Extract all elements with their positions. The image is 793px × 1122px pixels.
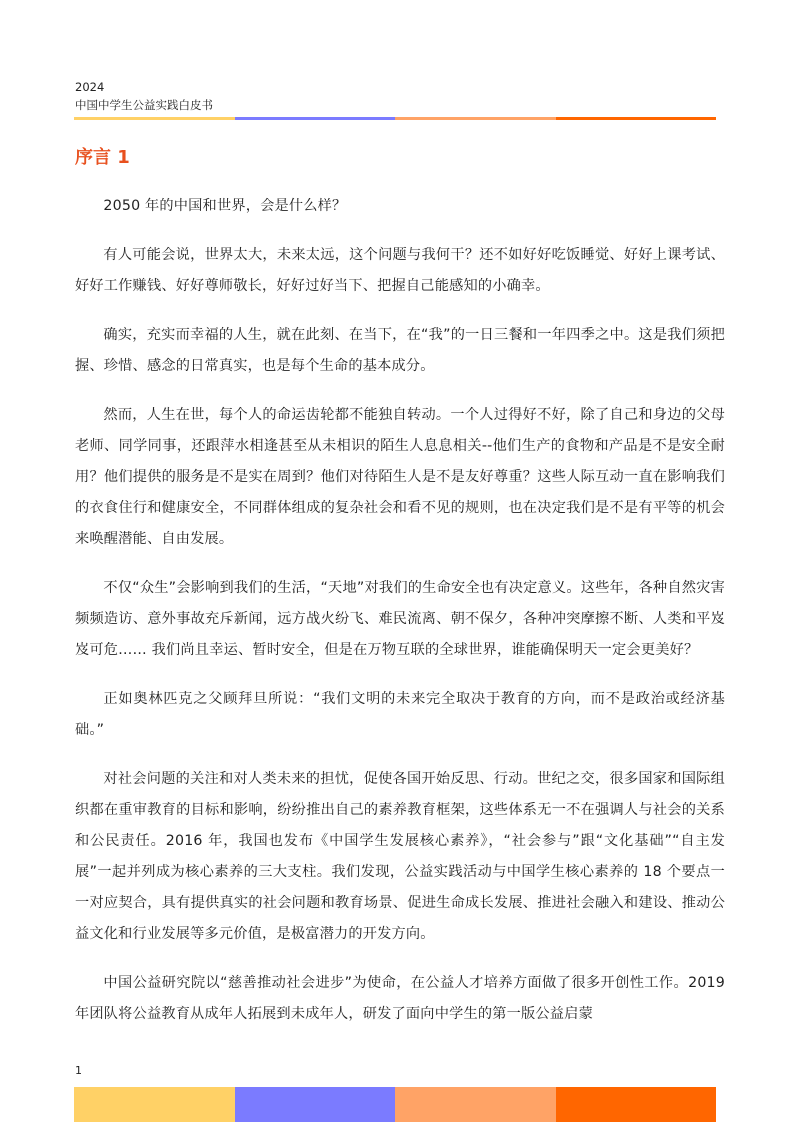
header-year: 2024 [75,80,105,94]
body-text [75,191,725,1048]
page-number: 1 [75,1064,82,1077]
section-heading: 序言 1 [75,147,130,168]
paragraph: 中国公益研究院以“慈善推动社会进步”为使命，在公益人才培养方面做了很多开创性工作。2019 年团队将公益教育从成年人拓展到未成年人，研发了面向中学生的第一版公益启蒙 [75,975,725,1022]
bar-segment-light-orange [395,1087,556,1122]
bar-segment-yellow [74,117,235,120]
paragraph: 确实，充实而幸福的人生，就在此刻、在当下，在“我”的一日三餐和一年四季之中。这是我们须把握、珍惜、感念的日常真实，也是每个生命的基本成分。 [75,327,725,374]
header-title: 中国中学生公益实践白皮书 [75,98,213,112]
bar-segment-light-orange [395,117,556,120]
paragraph: 有人可能会说，世界太大，未来太远，这个问题与我何干？还不如好好吃饭睡觉、好好上课考试、好好工作赚钱、好好尊师敬长，好好过好当下、把握自己能感知的小确幸。 [75,247,725,294]
paragraph: 正如奥林匹克之父顾拜旦所说：“我们文明的未来完全取决于教育的方向，而不是政治或经济基础。” [75,691,725,738]
bar-segment-purple [235,1087,396,1122]
bar-segment-yellow [74,1087,235,1122]
bottom-color-bar [74,1087,716,1122]
bar-segment-purple [235,117,396,120]
paragraph: 2050 年的中国和世界，会是什么样？ [103,198,347,214]
top-color-bar [74,117,716,120]
paragraph: 然而，人生在世，每个人的命运齿轮都不能独自转动。一个人过得好不好，除了自己和身边的父母老师、同学同事，还跟萍水相逢甚至从未相识的陌生人息息相关--他们生产的食物和产品是不是安全耐用？他们提供的服务是不是实在周到？他们对待陌生人是不是友好尊重？这些人际互动一直在影响我们的衣食住行和健康安全，不同群体组成的复杂社会和看不见的规则，也在决定我们是不是有平等的机会来唤醒潜能、自由发展。 [75,407,725,547]
bar-segment-orange [556,1087,717,1122]
document-header [75,80,717,113]
bar-segment-orange [556,117,717,120]
paragraph: 不仅“众生”会影响到我们的生活，“天地”对我们的生命安全也有决定意义。这些年，各种自然灾害频频造访、意外事故充斥新闻，远方战火纷飞、难民流离、朝不保夕，各种冲突摩擦不断、人类和平岌岌可危…… 我们尚且幸运、暂时安全，但是在万物互联的全球世界，谁能确保明天一定会更美好？ [75,580,725,658]
paragraph: 对社会问题的关注和对人类未来的担忧，促使各国开始反思、行动。世纪之交，很多国家和国际组织都在重审教育的目标和影响，纷纷推出自己的素养教育框架，这些体系无一不在强调人与社会的关系和公民责任。2016 年，我国也发布《中国学生发展核心素养》，“社会参与”跟“文化基础”“自主发展”一起并列成为核心素养的三大支柱。我们发现，公益实践活动与中国学生核心素养的 18 个要点一一对应契合，具有提供真实的社会问题和教育场景、促进生命成长发展、推进社会融入和建设、推动公益文化和行业发展等多元价值，是极富潜力的开发方向。 [75,771,725,942]
